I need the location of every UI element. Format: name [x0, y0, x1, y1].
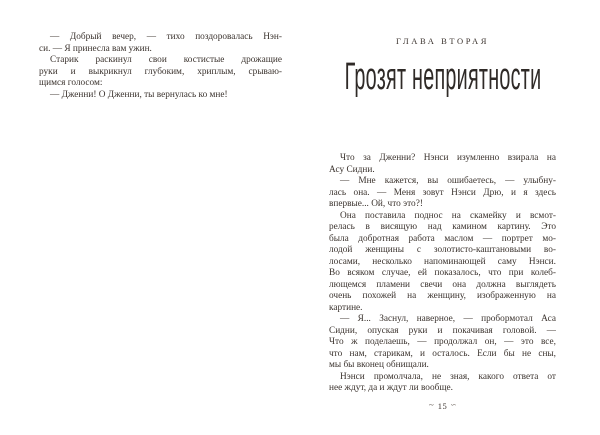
text-line: Сидни, опуская руки и покачивая головой. —: [329, 325, 556, 336]
text-line: была добротная работа маслом — портрет мо-: [329, 233, 556, 244]
folio-ornament-left: ~: [428, 400, 434, 410]
text-line: очень похожей на женщину, изображенную на: [329, 291, 556, 301]
left-page-text: [39, 32, 282, 101]
text-line: картине.: [329, 302, 363, 313]
text-line: Что ж поделаешь, — продолжал он, — это все,: [329, 337, 556, 347]
text-line: руки и выкрикнул глубоким, хриплым, срываю-: [39, 66, 282, 77]
text-line: впервые... Ой, что это?!: [329, 199, 423, 209]
text-line: лась она. — Меня зовут Нэнси Дрю, и я здесь: [329, 187, 556, 198]
chapter-label: ГЛАВА ВТОРАЯ: [396, 36, 489, 46]
text-line: — Я... Заснул, наверное, — пробормотал Аса: [340, 314, 556, 324]
text-line: Что за Дженни? Нэнси изумленно взирала на: [340, 153, 556, 163]
chapter-title-text: Грозят неприятности: [344, 56, 541, 98]
text-line: мы бы вконец обнищали.: [329, 360, 429, 370]
text-line: лосами, несколько напоминающей саму Нэнси.: [329, 256, 556, 267]
chapter-title: [329, 58, 556, 98]
text-line: Она поставила поднос на скамейку и всмот-: [340, 210, 556, 221]
text-line: что нам, старикам, и осталось. Если бы не сны,: [329, 348, 556, 359]
text-line: — Дженни! О Дженни, ты вернулась ко мне!: [50, 89, 228, 100]
text-line: релась в висящую над камином картину. Это: [329, 222, 556, 232]
right-page-text: [329, 153, 556, 395]
text-line: лющемся пламени свечи она должна выглядеть: [329, 279, 556, 290]
left-page: [39, 32, 282, 422]
text-line: Нэнси промолчала, не зная, какого ответа от: [340, 371, 556, 382]
right-page: [329, 0, 556, 435]
text-line: нее ждут, да и ждут ли вообще.: [329, 383, 453, 393]
text-line: — Мне кажется, вы ошибаетесь, — улыбну-: [340, 176, 556, 186]
text-line: щимся голосом:: [39, 78, 103, 88]
text-line: си. — Я принесла вам ужин.: [39, 43, 152, 54]
page-footer: [329, 400, 556, 411]
folio-ornament-right: ~: [451, 400, 457, 410]
text-line: — Добрый вечер, — тихо поздоровалась Нэн-: [50, 32, 282, 42]
text-line: Во всяком случае, ей показалось, что при колеб-: [329, 268, 556, 278]
text-line: Асу Сидни.: [329, 164, 375, 175]
page-number: 15: [437, 401, 448, 411]
text-line: Старик раскинул свои костистые дрожащие: [50, 55, 282, 65]
text-line: лодой женщины с золотисто-каштановыми во-: [329, 245, 556, 255]
